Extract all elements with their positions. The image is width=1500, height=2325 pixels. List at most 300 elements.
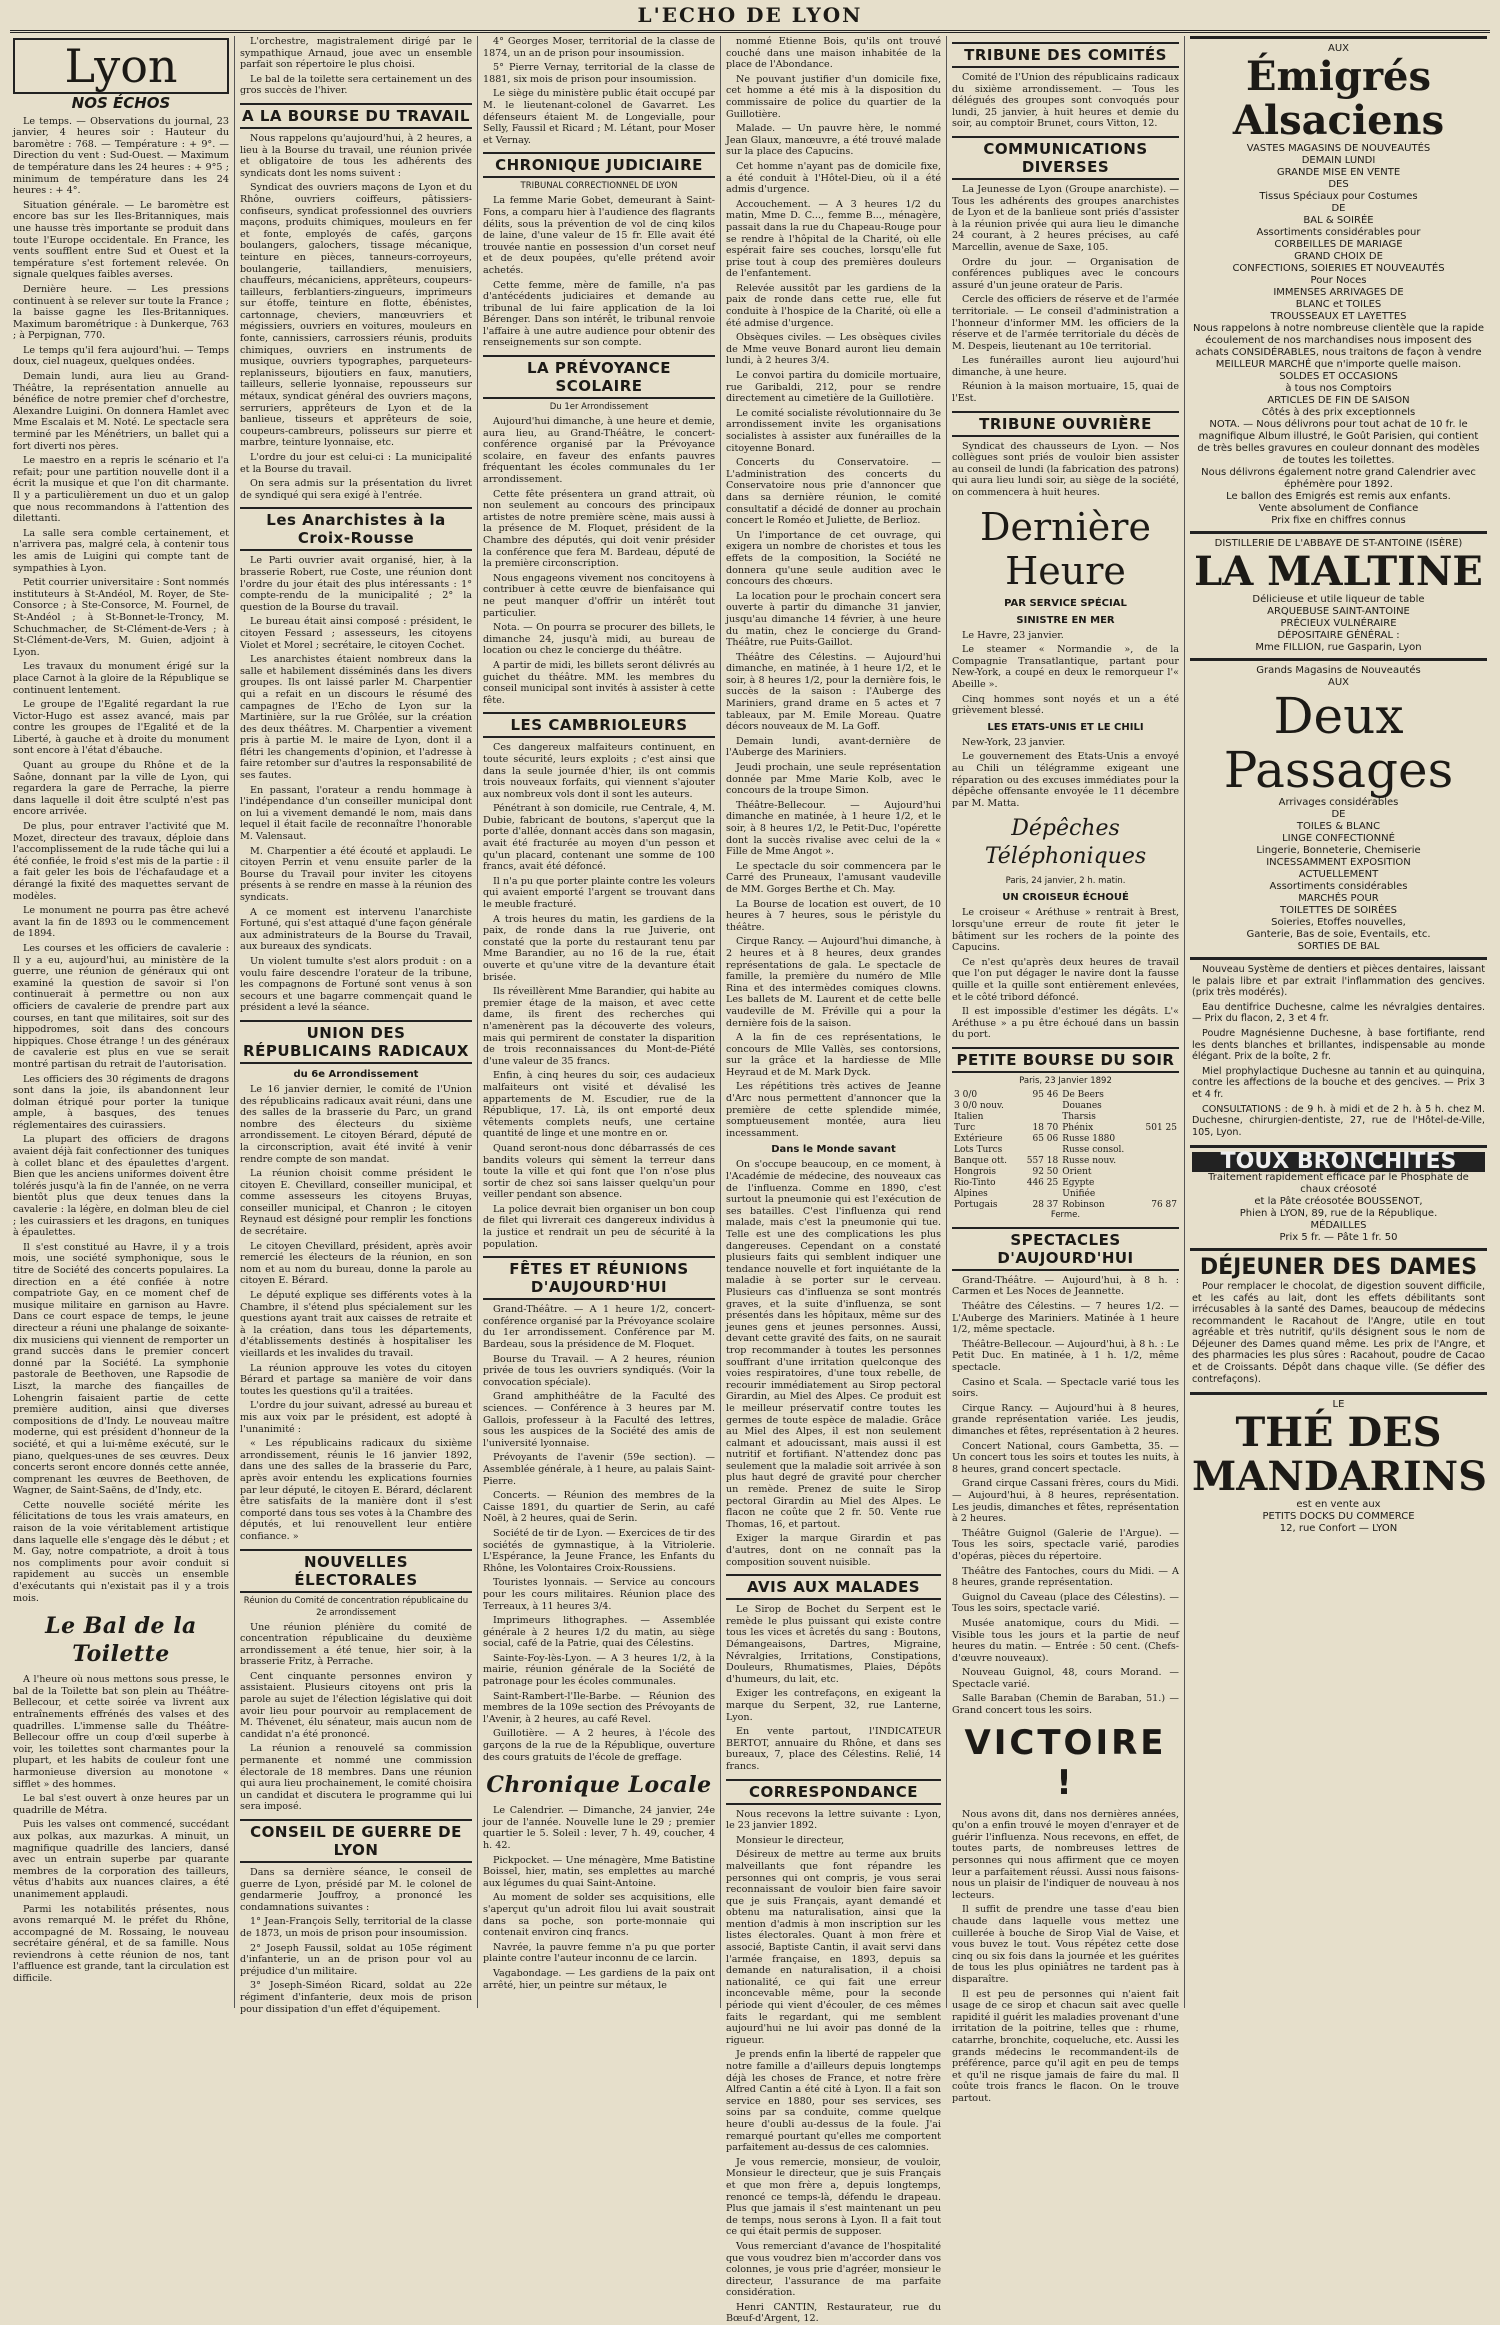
paragraph: Cette femme, mère de famille, n'a pas d'antécédents judiciaires et demande au tribunal de lui faire application de la loi Bérenger. Dans son intérêt, le tribunal renvoie l'affaire à une autre audience pour obtenir des renseignements sur son compte. (483, 279, 715, 349)
ad-line: BLANC et TOILES (1295, 299, 1382, 310)
ad-line: ARTICLES DE FIN DE SAISON (1267, 395, 1410, 406)
bourse-cell: Egypte (1062, 1177, 1095, 1188)
ad-line: à tous nos Comptoirs (1285, 383, 1392, 394)
article-body (240, 1622, 472, 1814)
paragraph: Au moment de solder ses acquisitions, elle s'aperçut qu'un adroit filou lui avait soustrait dans sa poche, son porte-monnaie qui contenait environ cinq francs. (483, 1892, 715, 1939)
paragraph: Nouveau Système de dentiers et pièces dentaires, laissant le palais libre et par extrait l'inflammation des gencives. (prix très modérés). (1192, 964, 1485, 999)
ad-lines (1192, 155, 1485, 527)
ad-top: DISTILLERIE DE L'ABBAYE DE ST-ANTOINE (ISÈRE) (1214, 538, 1463, 549)
paragraph: Théâtre des Célestins. — Aujourd'hui dimanche, en matinée, à 1 heure 1/2, et le soir, à 8 heures 1/2, pour la dernière fois, le succès de la saison : l'Auberge des Mariniers, grand drame en 5 actes et 7 tableaux, par M. Emile Moreau. Quatre décors nouveaux de M. La Goff. (726, 651, 941, 733)
paragraph: Cirque Rancy. — Aujourd'hui dimanche, à 2 heures et à 8 heures, deux grandes représentations de gala. Le spectacle de famille, la première du numéro de Mlle Rina et des intermèdes comiques clowns. Les ballets de M. Laurent et de cette belle vaudeville de M. Fréville qui a pour la dernière fois de la saison. (726, 936, 941, 1029)
column-1 (10, 36, 232, 2008)
paragraph: Casino et Scala. — Spectacle varié tous les soirs. (952, 1376, 1179, 1400)
ad-lines (1192, 797, 1485, 953)
paragraph: Salle Baraban (Chemin de Baraban, 51.) — Grand concert tous les soirs. (952, 1693, 1179, 1717)
article-title: FÊTES ET RÉUNIONS D'AUJOURD'HUI (483, 1256, 715, 1300)
bourse-cell: Tharsis (1062, 1111, 1096, 1122)
paragraph: Puis les valses ont commencé, succédant aux polkas, aux mazurkas. A minuit, un magnifique quadrille des lanciers, dansé avec un entrain superbe par quarante membres de la corporation des tailleurs, vêtus d'habits aux nuances claires, a été unanimement applaudi. (13, 1819, 229, 1900)
paragraph: Henri CANTIN, Restaurateur, rue du Bœuf-d'Argent, 12. (726, 2301, 941, 2325)
article-body (726, 36, 941, 1139)
paragraph: La réunion approuve les votes du citoyen Bérard et partage sa manière de voir dans toutes les questions qu'il a traitées. (240, 1362, 472, 1397)
paragraph: Il n'a pu que porter plainte contre les voleurs qui avaient emporté l'argent se trouvant dans le meuble fracturé. (483, 875, 715, 911)
bourse-cell: Banque ott. (954, 1155, 1008, 1166)
paragraph: Obsèques civiles. — Les obsèques civiles de Mme veuve Bonard auront lieu demain lundi, à 2 heures 3/4. (726, 332, 941, 367)
bourse-cell (1137, 1134, 1179, 1145)
article-title: A LA BOURSE DU TRAVAIL (240, 103, 472, 129)
paragraph: Concert National, cours Gambetta, 35. — Un concert tous les soirs et toutes les nuits, à 8 heures, grand concert spectacle. (952, 1440, 1179, 1475)
paragraph: La réunion a renouvelé sa commission permanente et nommé une commission électorale de 18 membres. Dans une réunion qui aura lieu prochainement, le comité choisira un candidat et discutera le programme qui lui sera imposé. (240, 1743, 472, 1813)
ad-line: IMMENSES ARRIVAGES DE (1273, 287, 1404, 298)
article-body (13, 1674, 229, 1984)
paragraph: Les officiers des 30 régiments de dragons sont dans la joie, ils abandonnent leur dolman étriqué pour porter la tunique ample, à basques, des tenues réglementaires des cuirassiers. (13, 1073, 229, 1131)
paragraph: Enfin, à cinq heures du soir, ces audacieux malfaiteurs ont visité et dévalisé les appartements de M. Escudier, rue de la République, 17. Là, ils ont emporté deux vêtements complets neufs, une certaine quantité de linge et une montre en or. (483, 1070, 715, 1140)
article-title: SPECTACLES D'AUJOURD'HUI (952, 1227, 1179, 1271)
article-title: Le Bal de la Toilette (45, 1613, 197, 1668)
ad-maltine (1190, 531, 1487, 658)
paragraph: On s'occupe beaucoup, en ce moment, à l'Académie de médecine, des nouveaux cas de l'influenza. Comme en 1890, c'est surtout la pneumonie qui est l'exécution de ses batailles. C'est l'influenza qui rend malade, mais c'est la pneumonie qui tue. Telle est une des complications les plus dangereuses. Cependant on a constaté plusieurs faits qui semblent indiquer une tendance nouvelle et fort inquiétante de la maladie à se porter sur le cerveau. Plusieurs cas d'influenza se sont montrés graves, et la suite d'influenza, se sont présentés dans les hôpitaux, même sur des jeunes gens et jeunes personnes. Aussi, devant cette gravité des faits, on ne saurait trop recommander à toutes les personnes souffrant d'une irritation quelconque des voies respiratoires, d'une toux rebelle, de recourir immédiatement au Sirop pectoral Girardin, au Miel des Alpes. Ce produit est le meilleur préservatif contre toutes les germes de toute espèce de maladie. Grâce au Miel des Alpes, il est non seulement calmant et adoucissant, mais aussi il est nutritif et fortifiant. N'attendez donc pas seulement que la maladie soit arrivée à son plus haut degré de gravité pour chercher un remède. Prenez de suite le Sirop pectoral Girardin au Miel des Alpes. Le flacon ne coûte que 2 fr. 50. Vente rue Thomas, 16, et partout. (726, 1159, 941, 1530)
paragraph: 5° Pierre Vernay, territorial de la classe de 1881, six mois de prison pour insoumission. (483, 62, 715, 85)
article-body (952, 441, 1179, 499)
bourse-cell: Robinson (1062, 1199, 1105, 1210)
derniere-heure-title: Dernière Heure (980, 504, 1151, 593)
paragraph: Vous remerciant d'avance de l'hospitalité que vous voudrez bien m'accorder dans vos colonnes, je vous prie d'agréer, monsieur le directeur, l'assurance de ma parfaite considération. (726, 2240, 941, 2299)
paragraph: Ces dangereux malfaiteurs continuent, en toute sécurité, leurs exploits ; c'est ainsi que dans la seule journée d'hier, ils ont commis trois nouveaux forfaits, qui viennent s'ajouter aux nombreux vols dont il sont les auteurs. (483, 742, 715, 800)
paragraph: L'orchestre, magistralement dirigé par le sympathique Arnaud, joue avec un ensemble parfait son répertoire le plus choisi. (240, 36, 472, 71)
article-body (952, 737, 1179, 810)
article-body (483, 742, 715, 1250)
paragraph: La Jeunesse de Lyon (Groupe anarchiste). — Tous les adhérents des groupes anarchistes de Lyon et de la banlieue sont priés d'assister à la réunion privée qui aura lieu le dimanche 24 courant, à 2 heures précises, au café Marcellin, avenue de Saxe, 105. (952, 183, 1179, 253)
dateline: Paris, 23 Janvier 1892 (1019, 1075, 1112, 1086)
article-subtitle: du 6e Arrondissement (293, 1068, 419, 1080)
paragraph: Concerts du Conservatoire. — L'administration des concerts du Conservatoire nous prie d'annoncer que dans sa dernière réunion, le comité consultatif a décidé de donner au prochain concert le Roméo et Juliette, de Berlioz. (726, 457, 941, 527)
paragraph: La location pour le prochain concert sera ouverte à partir du dimanche 31 janvier, jusqu'au dimanche 14 février, à une heure du matin, chez le concierge du Grand-Théâtre, rue Puits-Gaillot. (726, 590, 941, 649)
bourse-cell: 18 70 (1032, 1122, 1059, 1133)
ad-title: DÉJEUNER DES DAMES (1199, 1254, 1478, 1280)
bourse-cell: Portugais (954, 1199, 998, 1210)
paragraph: Exiger les contrefaçons, en exigeant la marque du Serpent, 32, rue Lanterne, Lyon. (726, 1688, 941, 1723)
paragraph: Le Calendrier. — Dimanche, 24 janvier, 24e jour de l'année. Nouvelle lune le 29 ; premier quartier le 5. Soleil : lever, 7 h. 49, coucher, 4 h. 42. (483, 1805, 715, 1851)
article-title: NOUVELLES ÉLECTORALES (240, 1549, 472, 1593)
bourse-cell (1137, 1145, 1179, 1156)
news-headline: LES ETATS-UNIS ET LE CHILI (987, 721, 1144, 733)
ad-line: Tissus Spéciaux pour Costumes (1259, 191, 1418, 202)
paragraph: Cercle des officiers de réserve et de l'armée territoriale. — Le conseil d'administration a l'honneur d'informer MM. les officiers de la réserve et de l'armée territoriale du décès de M. Despeis, lieutenant au 10e territorial. (952, 294, 1179, 352)
column-5 (949, 36, 1182, 2104)
paragraph: Grand cirque Cassani frères, cours du Midi. — Aujourd'hui, à 8 heures, représentation. Les jeudis, dimanches et fêtes, représentation à 2 heures. (952, 1478, 1179, 1525)
ad-line: 12, rue Confort — LYON (1279, 1523, 1398, 1535)
column-rule (1184, 36, 1185, 2008)
bourse-cell: Russe 1880 (1062, 1133, 1116, 1144)
article-body (952, 1275, 1179, 1717)
paragraph: Eau dentifrice Duchesne, calme les névralgies dentaires. — Prix du flacon, 2, 3 et 4 fr. (1192, 1001, 1485, 1025)
paragraph: Théâtre des Célestins. — 7 heures 1/2. — L'Auberge des Mariniers. Matinée à 1 heure 1/2, même spectacle. (952, 1301, 1179, 1336)
article-subtitle: PAR SERVICE SPÉCIAL (1004, 597, 1127, 609)
bourse-cell: Unifiée (1062, 1188, 1096, 1199)
ad-line: GRANDE MISE EN VENTE (1276, 167, 1401, 178)
paragraph: Aujourd'hui dimanche, à une heure et demie, aura lieu, au Grand-Théâtre, le concert-conférence organisé par la Prévoyance scolaire, en faveur des enfants pauvres fréquentant les écoles communales du 1er arrondissement. (483, 416, 715, 486)
bourse-row (952, 1156, 1179, 1167)
ad-line: DES (1328, 179, 1349, 190)
column-rule (720, 36, 721, 2008)
depeches-title: Dépêches Téléphoniques (984, 816, 1147, 870)
ad-line: LINGE CONFECTIONNÉ (1282, 833, 1395, 844)
column-6-ads (1187, 36, 1490, 2008)
paragraph: Grand amphithéâtre de la Faculté des sciences. — Conférence à 3 heures par M. Gallois, professeur à la Faculté des lettres, sous les auspices de la Société des amis de l'université lyonnaise. (483, 1391, 715, 1449)
ad-lines (1192, 1172, 1485, 1244)
bourse-cell (1137, 1156, 1179, 1167)
ad-line: BAL & SOIRÉE (1303, 215, 1374, 226)
paragraph: Demain lundi, aura lieu au Grand-Théâtre, la représentation annuelle au bénéfice de notre premier chef d'orchestre, Alexandre Luigini. On donnera Hamlet avec Mme Escalais et M. Noté. Le spectacle sera terminé par les Ménétriers, un ballet qui a fort diverti nos pères. (13, 371, 229, 452)
paragraph: Monsieur le directeur, (736, 1834, 845, 1846)
article-title: LES CAMBRIOLEURS (483, 712, 715, 738)
paragraph: Une réunion plénière du comité de concentration républicaine du deuxième arrondissement a été tenue, hier soir, à la brasserie Fritz, à Perrache. (240, 1621, 472, 1668)
article-subtitle: Du 1er Arrondissement (549, 402, 649, 413)
bourse-cell: Lots Turcs (954, 1144, 1003, 1155)
ad-line: Ganterie, Bas de soie, Eventails, etc. (1246, 929, 1431, 940)
paragraph: A partir de midi, les billets seront délivrés au guichet du théâtre. MM. les membres du conseil municipal sont invités à assister à cette fête. (483, 659, 715, 706)
bourse-cell: 92 50 (1032, 1166, 1059, 1177)
paragraph: Le croiseur « Aréthuse » rentrait à Brest, lorsqu'une erreur de route fit jeter le bâtiment sur les rochers de la pointe des Capucins. (952, 907, 1179, 954)
ad-title: THÉ DES MANDARINS (1192, 1409, 1487, 1501)
paragraph: Saint-Rambert-l'Ile-Barbe. — Réunion des membres de la 109e section des Prévoyants de l'Avenir, à 2 heures, au café Revel. (483, 1690, 715, 1725)
ad-line: INCESSAMMENT EXPOSITION (1266, 857, 1411, 868)
ad-line: Nous rappelons à notre nombreuse clientèle que la rapide écoulement de nos marchandises nous imposent des achats CONSIDÉRABLES, nous traitons de façon à vendre MEILLEUR MARCHÉ que n'importe quelle maison. (1192, 323, 1485, 370)
ad-title: LA MALTINE (1194, 548, 1483, 595)
ad-line: MÉDAILLES (1310, 1219, 1367, 1231)
ad-line: ACTUELLEMENT (1298, 869, 1379, 880)
paragraph: Nous recevons la lettre suivante : Lyon, le 23 janvier 1892. (726, 1808, 941, 1832)
ad-line: DÉPOSITAIRE GÉNÉRAL : (1277, 630, 1400, 641)
paragraph: Théâtre des Fantoches, cours du Midi. — A 8 heures, grande représentation. (952, 1565, 1179, 1589)
paragraph: Exiger la marque Girardin et pas d'autres, dont on ne connaît pas la composition souvent nuisible. (726, 1533, 941, 1568)
paragraph: Le comité socialiste révolutionnaire du 3e arrondissement invite les organisations socialistes à assister aux funérailles de la citoyenne Bonard. (726, 407, 941, 454)
paragraph: En vente partout, l'INDICATEUR BERTOT, annuaire du Rhône, et dans ses bureaux, 7, place des Célestins. Relié, 14 francs. (726, 1726, 941, 1772)
paragraph: Dernière heure. — Les pressions continuent à se relever sur toute la France ; la baisse gagne les Iles-Britanniques. Maximum barométrique : à Dunkerque, 763 ; à Perpignan, 770. (13, 283, 229, 342)
paragraph: Syndicat des ouvriers maçons de Lyon et du Rhône, ouvriers coiffeurs, pâtissiers-confiseurs, syndicat professionnel des ouvriers maçons, produits chimiques, mouleurs en fer et fonte, employés de cafés, garçons boulangers, galochers, tissage mécanique, teinture en pièces, tanneurs-corroyeurs, boulangerie, taillandiers, menuisiers, chauffeurs, mécaniciens, apprêteurs, coupeurs-tailleurs, ferblantiers-zingueurs, imprimeurs sur étoffe, teinture en flotte, ébénistes, cartonnage, cheviers, manœuvriers et mégissiers, ouvriers en voitures, mouleurs en fonte, cannissiers, carrossiers réunis, produits chimiques, ouvriers en instruments de musique, ouvriers typographes, parqueteurs-replanisseurs, bijoutiers en faux, manutiers, tailleurs, sellerie lyonnaise, repousseurs sur métaux, syndicat général des ouvriers maçons, serruriers, apprêteurs de Lyon et de la banlieue, tisseurs et apprêteurs de soie, coupeurs-cambreurs, polisseurs sur pierre et marbre, teinture lyonnaise, etc. (240, 182, 472, 449)
bourse-cell: Italien (954, 1111, 984, 1122)
bourse-cell (1019, 1189, 1061, 1200)
ad-line: SORTIES DE BAL (1297, 941, 1380, 952)
paragraph: Le monument ne pourra pas être achevé avant la fin de 1893 ou le commencement de 1894. (13, 905, 229, 940)
bourse-row (952, 1090, 1179, 1101)
paragraph: Nouveau Guignol, 48, cours Morand. — Spectacle varié. (952, 1667, 1179, 1690)
paragraph: Le maestro en a repris le scénario et l'a refait; pour une partition nouvelle dont il a écrit la musique et que l'on dit charmante. Il y a particulièrement un duo et un galop que nous recommandons à l'attention des dilettanti. (13, 455, 229, 525)
bourse-cell: 65 06 (1032, 1133, 1059, 1144)
ad-line: Traitement rapidement efficace par le Phosphate de chaux créosoté (1208, 1171, 1469, 1195)
paragraph: Quant au groupe du Rhône et de la Saône, donnant par la ville de Lyon, qui regardera la gare de Perrache, la pierre dans laquelle il doit être sculpté n'est pas encore arrivée. (13, 760, 229, 818)
ad-line: MARCHÉS POUR (1298, 893, 1379, 904)
paragraph: A la fin de ces représentations, le concours de Mlle Vallès, ses contorsions, sur la grâce et la hardiesse de Mlle Heyraud et de M. Mark Dyck. (726, 1032, 941, 1078)
ad-line: TROUSSEAUX ET LAYETTES (1270, 311, 1407, 322)
article-body (240, 555, 472, 1014)
article-subtitle: Réunion du Comité de concentration républicaine du 2e arrondissement (243, 1595, 469, 1618)
ad-line: Prix fixe en chiffres connus (1271, 515, 1406, 526)
paragraph: Jeudi prochain, une seule représentation donnée par Mme Marie Kolb, avec le concours de la troupe Simon. (726, 762, 941, 797)
paragraph: Nous rappelons qu'aujourd'hui, à 2 heures, a lieu à la Bourse du travail, une réunion privée et obligatoire de tous les adhérents des syndicats dont les noms suivent : (240, 132, 472, 179)
article-title: COMMUNICATIONS DIVERSES (952, 136, 1179, 180)
paragraph: La salle sera comble certainement, et n'arrivera pas, malgré cela, à contenir tous les amis de Luigini qui compte tant de sympathies à Lyon. (13, 527, 229, 574)
ad-line: Assortiments considérables (1269, 881, 1408, 892)
paragraph: Navrée, la pauvre femme n'a pu que porter plainte contre l'auteur inconnu de ce larcin. (483, 1941, 715, 1965)
article-subtitle: TRIBUNAL CORRECTIONNEL DE LYON (520, 181, 678, 192)
ad-line: Phien à LYON, 89, rue de la République. (1239, 1207, 1438, 1219)
paragraph: 1° Jean-François Selly, territorial de la classe de 1873, un mois de prison pour insoumission. (240, 1916, 472, 1939)
paragraph: La femme Marie Gobet, demeurant à Saint-Fons, a comparu hier à l'audience des flagrants délits, sous la prévention de vol de cinq kilos de laine, d'une valeur de 15 fr. Elle avait été trouvée nantie en possession d'un corset neuf et de deux poupées, qu'elle prétend avoir achetés. (483, 195, 715, 276)
bourse-footer: Ferme. (1050, 1209, 1081, 1220)
article-body (13, 116, 229, 1605)
paragraph: CONSULTATIONS : de 9 h. à midi et de 2 h. à 5 h. chez M. Duchesne, chirurgien-dentiste, 27, rue de l'Hôtel-de-Ville, 105, Lyon. (1192, 1103, 1485, 1138)
paragraph: Ils réveillèrent Mme Barandier, qui habite au premier étage de la maison, et avec cette dame, ils firent des recherches qui n'amenèrent pas la découverte des voleurs, mais qui permirent de constater la disparition de trois reconnaissances du Mont-de-Piété d'une valeur de 35 francs. (483, 986, 715, 1067)
bourse-cell: 3 0/0 (954, 1089, 978, 1100)
article-title: TRIBUNE DES COMITÉS (952, 42, 1179, 68)
column-rule (477, 36, 478, 2008)
paragraph: Sainte-Foy-lès-Lyon. — A 3 heures 1/2, à la mairie, réunion générale de la Société de patronage pour les écoles communales. (483, 1652, 715, 1688)
paragraph: Ordre du jour. — Organisation de conférences publiques avec le concours assuré d'un jeune orateur de Paris. (952, 256, 1179, 291)
paragraph: Petit courrier universitaire : Sont nommés instituteurs à St-Andéol, M. Royer, de Ste-Consorce ; à Ste-Consorce, M. Fournel, de St-Andéol ; à St-Bonnet-le-Troncy, M. Schuchmacher, de St-Clément-de-Vers ; à St-Clément-de-Vers, M. Guien, adjoint à Lyon. (13, 577, 229, 658)
column-4 (723, 36, 944, 2325)
article-body (726, 1809, 941, 2325)
bourse-cell: 95 46 (1032, 1089, 1059, 1100)
paragraph: Les anarchistes étaient nombreux dans la salle et habilement disséminés dans les divers groupes. Ils ont laissé parler M. Charpentier qui a refait en un discours le résumé des campagnes de l'Echo de Lyon sur la Martinière, sur la rue Grôlée, sur la création des deux théâtres. M. Charpentier a vivement pris à partie M. le maire de Lyon, dont il a flétri les changements d'opinion, et l'adresse à faire retomber sur d'autres la responsabilité de ses fautes. (240, 654, 472, 782)
paragraph: 4° Georges Moser, territorial de la classe de 1874, un an de prison pour insoumission. (483, 36, 715, 59)
paragraph: Pickpocket. — Une ménagère, Mme Batistine Boissel, hier, matin, ses emplettes au marché aux légumes du quai Saint-Antoine. (483, 1854, 715, 1889)
bourse-cell (1137, 1167, 1179, 1178)
paragraph: Je prends enfin la liberté de rappeler que notre famille a d'ailleurs depuis longtemps déjà les choses de France, et notre frère Alfred Cantin a été cité à Lyon. Il a fait son service en 1880, pour ses services, ses soins par sa conduite, comme quelque heure d'oubli au-dessus de la foule. J'ai remarqué pourtant qu'elles me comportent parfaitement au-dessus de ces calomnies. (726, 2049, 941, 2154)
ad-line: est en vente aux (1296, 1499, 1381, 1511)
paragraph: Cette fête présentera un grand attrait, où non seulement au concours des principaux artistes de notre première scène, mais aussi à la présence de M. Floquet, président de la Chambre des députés, qui doit venir présider la conférence que fera M. Bardeau, député de la première circonscription. (483, 488, 715, 570)
paragraph: nommé Etienne Bois, qu'ils ont trouvé couché dans une maison inhabitée de la place de l'Abondance. (726, 36, 941, 71)
article-body (726, 1159, 941, 1568)
paragraph: Le temps qu'il fera aujourd'hui. — Temps doux, ciel nuageux, quelques ondées. (13, 344, 229, 368)
article-title: LA PRÉVOYANCE SCOLAIRE (483, 355, 715, 399)
article-body (240, 1084, 472, 1543)
paragraph: Parmi les notabilités présentes, nous avons remarqué M. le préfet du Rhône, accompagné de M. Rossaing, le nouveau secrétaire général, et de sa famille. Nous reviendrons à cette réunion de nos, tant l'affluence est grande, tant la circulation est difficile. (13, 1903, 229, 1985)
bourse-cell: Rio-Tinto (954, 1177, 996, 1188)
bourse-cell (1019, 1101, 1061, 1112)
article-body (483, 36, 715, 146)
ad-lines (1192, 1499, 1485, 1535)
paragraph: Bourse du Travail. — A 2 heures, réunion privée de tous les ouvriers syndiqués. (Voir la convocation spéciale). (483, 1353, 715, 1388)
ad-subtitle: VASTES MAGASINS DE NOUVEAUTÉS (1246, 143, 1431, 154)
paragraph: Cirque Rancy. — Aujourd'hui à 8 heures, grande représentation variée. Les jeudis, dimanches et fêtes, représentation à 2 heures. (952, 1402, 1179, 1437)
article-title: Les Anarchistes à la Croix-Rousse (240, 507, 472, 551)
section-subtitle: NOS ÉCHOS (71, 94, 171, 112)
paragraph: Le 16 janvier dernier, le comité de l'Union des républicains radicaux avait réuni, dans une des salles de la brasserie du Parc, un grand nombre des électeurs du sixième arrondissement. Le citoyen Bérard, député de la circonscription, avait été invité à venir rendre compte de son mandat. (240, 1083, 472, 1165)
paragraph: Dans sa dernière séance, le conseil de guerre de Lyon, présidé par M. le colonel de gendarmerie Jouffroy, a prononcé les condamnations suivantes : (240, 1867, 472, 1913)
paragraph: 3° Joseph-Siméon Ricard, soldat au 22e régiment d'infanterie, deux mois de prison pour dissipation d'un effet d'équipement. (240, 1980, 472, 2015)
ad-line: SOLDES ET OCCASIONS (1279, 371, 1398, 382)
paragraph: Le député explique ses différents votes à la Chambre, il s'étend plus spécialement sur les questions ayant trait aux caisses de retraite et à la création, dans tous les départements, d'établissements destinés à hospitaliser les vieillards et les invalides du travail. (240, 1290, 472, 1359)
paragraph: Comité de l'Union des républicains radicaux du sixième arrondissement. — Tous les délégués des groupes sont convoqués pour lundi, 25 janvier, à huit heures et demie du soir, au comptoir Brunet, cours Vitton, 12. (952, 72, 1179, 130)
ad-dejeuner-des-dames (1190, 1248, 1487, 1392)
bourse-cell: De Beers (1062, 1089, 1104, 1100)
paragraph: Le bal s'est ouvert à onze heures par un quadrille de Métra. (13, 1793, 229, 1816)
paragraph: Cet homme n'ayant pas de domicile fixe, a été conduit à l'Hôtel-Dieu, où il a été admis d'urgence. (726, 160, 941, 196)
paragraph: Miel prophylactique Duchesne au tannin et au quinquina, contre les affections de la bouche et des gencives. — Prix 3 et 4 fr. (1192, 1065, 1485, 1100)
paragraph: L'ordre du jour suivant, adressé au bureau et mis aux voix par le président, est adopté à l'unanimité : (240, 1400, 472, 1435)
bourse-cell: Russe nouv. (1062, 1155, 1117, 1166)
paragraph: Cent cinquante personnes environ y assistaient. Plusieurs citoyens ont pris la parole au sujet de l'élection législative qui doit avoir lieu pour pourvoir au remplacement de M. Thévenet, élu sénateur, mais aucun nom de candidat n'a été prononcé. (240, 1670, 472, 1740)
paragraph: En passant, l'orateur a rendu hommage à l'indépendance d'un conseiller municipal dont on lui a vivement demandé le nom, mais dans lequel il était facile de reconnaître l'honorable M. Valensaut. (240, 784, 472, 843)
paragraph: Concerts. — Réunion des membres de la Caisse 1891, du quartier de Serin, au café Noël, à 2 heures, quai de Serin. (483, 1490, 715, 1525)
ad-lines (1192, 964, 1485, 1138)
paragraph: Prévoyants de l'avenir (59e section). — Assemblée générale, à 1 heure, au palais Saint-Pierre. (483, 1452, 715, 1487)
bourse-cell (1137, 1090, 1179, 1101)
bourse-row (952, 1145, 1179, 1156)
paragraph: Grand-Théâtre. — A 1 heure 1/2, concert-conférence organisé par la Prévoyance scolaire du 1er arrondissement. Conférence par M. Bardeau, sous la présidence de M. Floquet. (483, 1304, 715, 1351)
paragraph: A ce moment est intervenu l'anarchiste Fortuné, qui s'est attaqué d'une façon générale aux administrateurs de la Bourse du Travail, aux bureaux des syndicats. (240, 906, 472, 953)
ad-line: PRÉCIEUX VULNÉRAIRE (1280, 618, 1397, 629)
paragraph: Quand seront-nous donc débarrassés de ces bandits voleurs qui sèment la terreur dans toute la ville et qui font que l'on n'ose plus sortir de chez soi sans laisser quelqu'un pour veiller pendant son absence. (483, 1142, 715, 1201)
paragraph: Le Havre, 23 janvier. (962, 629, 1064, 641)
ad-line: Arrivages considérables (1278, 797, 1399, 808)
paragraph: Les funérailles auront lieu aujourd'hui dimanche, à une heure. (952, 355, 1179, 378)
ad-title: Émigrés Alsaciens (1232, 53, 1445, 144)
ad-line: et la Pâte créosotée BOUSSENOT, (1254, 1195, 1423, 1207)
paragraph: Guillotière. — A 2 heures, à l'école des garçons de la rue de la République, ouverture des cours gratuits de l'école de greffage. (483, 1728, 715, 1763)
article-body (726, 1604, 941, 1772)
paragraph: Accouchement. — A 3 heures 1/2 du matin, Mme D. C..., femme B..., ménagère, passait dans la rue du Chapeau-Rouge pour se rendre à l'hôpital de la Charité, où elle espérait faire ses couches, lorsqu'elle fut prise tout à coup des premières douleurs de l'enfantement. (726, 198, 941, 280)
bourse-cell: 557 18 (1026, 1155, 1059, 1166)
bourse-cell: 446 25 (1026, 1177, 1059, 1188)
article-body (952, 1809, 1179, 2105)
paragraph: Vagabondage. — Les gardiens de la paix ont arrêté, hier, un peintre sur métaux, le (483, 1967, 715, 1991)
paragraph: Le spectacle du soir commencera par le Carré des Pruneaux, l'amusant vaudeville de MM. Gorges Berthe et Ch. May. (726, 860, 941, 895)
paragraph: Imprimeurs lithographes. — Assemblée générale à 2 heures 1/2 du matin, au siège social, café de la Patrie, quai des Célestins. (483, 1615, 715, 1650)
paragraph: Syndicat des chausseurs de Lyon. — Nos collègues sont priés de vouloir bien assister au conseil de lundi (la fabrication des patrons) qui aura lieu lundi soir, au siège de la société, on commencera à huit heures. (952, 440, 1179, 499)
ad-line: Assortiments considérables pour (1256, 227, 1421, 238)
paragraph: De plus, pour entraver l'activité que M. Mozet, directeur des travaux, déploie dans l'accomplissement de la rude tâche qui lui a été confiée, le froid s'est mis de la partie : il a fait geler les bois de l'échafaudage et a dérangé la fixité des maquettes servant de modèles. (13, 821, 229, 902)
ad-line: Soieries, Etoffes nouvelles, (1271, 917, 1406, 928)
bourse-cell: 76 87 (1151, 1199, 1177, 1210)
ad-line: Mme FILLION, rue Gasparin, Lyon (1255, 642, 1422, 653)
bourse-row (952, 1178, 1179, 1189)
ad-line: TOILETTES DE SOIRÉES (1279, 905, 1397, 916)
ad-line: Le ballon des Emigrés est remis aux enfants. (1226, 491, 1451, 502)
column-rule (234, 36, 235, 2008)
paragraph: Poudre Magnésienne Duchesne, à base fortifiante, rend les dents blanches et brillantes, indispensable au monde élégant. Prix de la boîte, 2 fr. (1192, 1027, 1485, 1063)
paragraph: Il est impossible d'estimer les dégâts. L'« Aréthuse » a pu être échoué dans un bassin du port. (952, 1006, 1179, 1041)
paragraph: Un violent tumulte s'est alors produit : on a voulu faire descendre l'orateur de la tribune, les compagnons de Fortuné sont venus à son secours et une bagarre commençait quand le président a levé la séance. (240, 955, 472, 1014)
paragraph: La police devrait bien organiser un bon coup de filet qui livrerait ces dangereux individus à la justice et rendrait un peu de sécurité à la population. (483, 1203, 715, 1250)
paragraph: Le Parti ouvrier avait organisé, hier, à la brasserie Robert, rue Coste, une réunion dont l'ordre du jour était des plus intéressants : 1° compte-rendu de la municipalité ; 2° la question de la Bourse du travail. (240, 555, 472, 613)
paragraph: Les courses et les officiers de cavalerie : Il y a eu, aujourd'hui, au ministère de la guerre, une réunion de généraux qui ont examiné la question de savoir si l'on continuerait à permettre ou non aux officiers de cavalerie de prendre part aux courses, en tant que militaires, soit sur des hippodromes, soit dans des concours hippiques. Chose étrange ! un des généraux de cavalerie est plus en vue se serait montré partisan du retrait de l'autorisation. (13, 942, 229, 1070)
paragraph: Le siège du ministère public était occupé par M. le lieutenant-colonel de Gavarret. Les défenseurs étaient M. de Longevialle, pour Selly, Faussil et Ricard ; M. Létant, pour Moser et Vernay. (483, 88, 715, 146)
news-headline: SINISTRE EN MER (1016, 614, 1115, 626)
paragraph: A trois heures du matin, les gardiens de la paix, de ronde dans la rue Juiverie, ont constaté que la porte du restaurant tenu par Mme Barandier, au no 16 de la rue, était ouverte et qu'une vitre de la devanture était brisée. (483, 913, 715, 983)
ad-line: DEMAIN LUNDI (1301, 155, 1376, 166)
paragraph: Nous avons dit, dans nos dernières années, qu'on a enfin trouvé le moyen d'enrayer et de guérir l'influenza. Nous recevons, en effet, de toutes parts, de nombreuses lettres de personnes qui nous affirment que ce moyen leur a parfaitement réussi. Aussi nous faisons-nous un plaisir de l'indiquer de nouveau à nos lecteurs. (952, 1808, 1179, 1901)
ad-dentiste (1190, 957, 1487, 1145)
ad-aux: AUX (1327, 677, 1349, 688)
bourse-cell: Extérieure (954, 1133, 1003, 1144)
newspaper-title: L'ECHO DE LYON (637, 3, 863, 27)
article-body (952, 907, 1179, 1041)
ad-line: PETITS DOCKS DU COMMERCE (1262, 1511, 1415, 1523)
bourse-cell (1137, 1112, 1179, 1123)
paragraph: Théâtre Guignol (Galerie de l'Argue). — Tous les soirs, spectacle varié, parodies d'opéras, pièces du répertoire. (952, 1527, 1179, 1562)
ad-line: CONFECTIONS, SOIERIES ET NOUVEAUTÉS (1232, 263, 1445, 274)
article-title: Dans le Monde savant (771, 1144, 896, 1156)
paragraph: Demain lundi, avant-dernière de l'Auberge des Mariniers. (726, 735, 941, 759)
paragraph: Situation générale. — Le baromètre est encore bas sur les Iles-Britanniques, mais une hausse très importante se produit dans toute l'Europe occidentale. En France, les vents soufflent entre Sud et Ouest et la température s'est fortement relevée. On signale quelques faibles averses. (13, 199, 229, 281)
paragraph: Le bureau était ainsi composé : président, le citoyen Fessard ; assesseurs, les citoyens Violet et Morel ; secrétaire, le citoyen Cochet. (240, 616, 472, 651)
bourse-row (952, 1101, 1179, 1112)
ad-line: Nous délivrons également notre grand Calendrier avec éphémère pour 1892. (1201, 467, 1476, 490)
paragraph: Le citoyen Chevillard, président, après avoir remercié les électeurs de la réunion, en son nom et au nom du bureau, donne la parole au citoyen E. Bérard. (240, 1240, 472, 1287)
paragraph: La plupart des officiers de dragons avaient déjà fait confectionner des tuniques à collet blanc et des épaulettes d'argent. Bien que les anciens uniformes doivent être tolérés jusqu'à la fin de l'année, on ne verra bientôt plus que deux tenues dans la cavalerie : la légère, en dolman bleu de ciel ; les cuirassiers et les dragons, en tuniques à épaulettes. (13, 1134, 229, 1239)
paragraph: Pour remplacer le chocolat, de digestion souvent difficile, et les cafés au lait, dont les effets débilitants sont irrécusables à la santé des Dames, beaucoup de médecins recommandent le Racahout de l'Angre, utile en tout agréable et très nutritif, qu'ils désignent sous le nom de Déjeuner des Dames quand même. Les prix de l'Angre, et des pharmacies les plus sûres : Racahout, poudre de Cacao et de Croissants. Dépôt dans chaque ville. (Se défier des contrefaçons). (1192, 1280, 1485, 1385)
article-title: UNION DES RÉPUBLICAINS RADICAUX (240, 1020, 472, 1064)
article-body (952, 630, 1179, 717)
ad-title: Deux Passages (1223, 687, 1454, 799)
article-title: PETITE BOURSE DU SOIR (952, 1047, 1179, 1073)
paragraph: Le steamer « Normandie », de la Compagnie Transatlantique, partant pour New-York, a coupé en deux le remorqueur l'« Abeille ». (952, 644, 1179, 690)
paragraph: Réunion à la maison mortuaire, 15, quai de l'Est. (952, 381, 1179, 405)
ad-line: DE (1331, 809, 1346, 820)
ad-toux-bronchites (1190, 1145, 1487, 1248)
paragraph: Cette nouvelle société mérite les félicitations de tous les vrais amateurs, en raison de la voie véritablement artistique dans laquelle elle s'engage dès le début ; et M. Gay, notre compatriote, a droit à tous nos compliments pour avoir conduit si rapidement au succès un ensemble d'exécutants qui n'existait pas il y a trois mois. (13, 1499, 229, 1604)
paragraph: Nous engageons vivement nos concitoyens à contribuer à cette œuvre de bienfaisance qui ne peut manquer d'offrir un intérêt tout particulier. (483, 572, 715, 619)
column-3 (480, 36, 718, 2008)
article-body (952, 184, 1179, 405)
paragraph: Le temps. — Observations du journal, 23 janvier, 4 heures soir : Hauteur du baromètre : 768. — Température : + 9°. — Direction du vent : Sud-Ouest. — Maximum de température dans les 24 heures : + 9°5 ; minimum de température dans les 24 heures : + 4°. (13, 115, 229, 197)
article-title: AVIS AUX MALADES (726, 1574, 941, 1600)
section-title-lyon: Lyon (13, 38, 229, 94)
paragraph: Les travaux du monument érigé sur la place Carnot à la gloire de la République se continuent lentement. (13, 661, 229, 696)
bourse-cell: Russe consol. (1062, 1144, 1125, 1155)
paragraph: Guignol du Caveau (place des Célestins). — Tous les soirs, spectacle varié. (952, 1591, 1179, 1615)
paragraph: La réunion choisit comme président le citoyen E. Chevillard, conseiller municipal, et comme assesseurs les citoyens Bruyas, conseiller municipal, et Chanron ; le citoyen Reynaud est désigné pour remplir les fonctions de secrétaire. (240, 1168, 472, 1238)
bourse-cell (1019, 1112, 1061, 1123)
ad-top: LE (1332, 1399, 1345, 1411)
news-headline: UN CROISEUR ÉCHOUÉ (1002, 892, 1129, 904)
article-title: CHRONIQUE JUDICIAIRE (483, 152, 715, 178)
paragraph: Ce n'est qu'après deux heures de travail que l'on put dégager le navire dont la fausse quille et la quille sont entièrement enlevées, et le côté tribord défoncé. (952, 956, 1179, 1003)
article-body (240, 36, 472, 97)
paragraph: Les répétitions très actives de Jeanne d'Arc nous permettent d'annoncer que la première de cette splendide mimée, somptueusement montée, aura lieu incessamment. (726, 1081, 941, 1139)
article-body (483, 195, 715, 349)
ad-line: Vente absolument de Confiance (1258, 503, 1419, 514)
paragraph: Société de tir de Lyon. — Exercices de tir des sociétés de gymnastique, à la Vitriolerie. L'Espérance, la Jeune France, les Enfants du Rhône, les Volontaires Croix-Roussiens. (483, 1527, 715, 1574)
bourse-row (952, 1189, 1179, 1200)
article-body (483, 416, 715, 706)
bourse-cell: 28 37 (1032, 1199, 1059, 1210)
bourse-cell: 3 0/0 nouv. (954, 1100, 1004, 1111)
ad-line: DE (1331, 203, 1346, 214)
ad-deux-passages (1190, 658, 1487, 957)
article-title: CORRESPONDANCE (726, 1779, 941, 1805)
victoire-title: VICTOIRE ! (964, 1722, 1167, 1803)
paragraph: Touristes lyonnais. — Service au concours pour les cours militaires. Réunion place des Terreaux, à 11 heures 3/4. (483, 1577, 715, 1612)
paragraph: Le Sirop de Bochet du Serpent est le remède le plus puissant qui existe contre tous les vices et âcretés du sang : Boutons, Démangeaisons, Dartres, Migraine, Névralgies, Irritations, Constipations, Douleurs, Rhumatismes, Plaies, Dépôts d'humeurs, du lait, etc. (726, 1604, 941, 1685)
article-title: CONSEIL DE GUERRE DE LYON (240, 1819, 472, 1863)
paragraph: L'ordre du jour est celui-ci : La municipalité et la Bourse du travail. (240, 452, 472, 475)
paragraph: 2° Joseph Faussil, soldat au 105e régiment d'infanterie, un an de prison pour vol au préjudice d'un militaire. (240, 1942, 472, 1977)
paragraph: Le gouvernement des Etats-Unis a envoyé au Chili un télégramme exigeant une réparation ou des excuses immédiates pour la dépêche offensante envoyée le 11 décembre par M. Matta. (952, 751, 1179, 809)
ad-line: Délicieuse et utile liqueur de table (1252, 594, 1425, 605)
bourse-cell: Turc (954, 1122, 976, 1133)
paragraph: Théâtre-Bellecour. — Aujourd'hui dimanche en matinée, à 1 heure 1/2, et le soir, à 8 heures 1/2, le Petit-Duc, l'opérette dont la succès rivalise avec celui de la « Fille de Mme Angot ». (726, 799, 941, 858)
paragraph: Pénétrant à son domicile, rue Centrale, 4, M. Dubie, fabricant de boutons, s'aperçut que la porte d'allée, donnant accès dans son magasin, avait été fracturée au moyen d'un pesson et qu'un placard, contenant une somme de 100 francs, avait été défoncé. (483, 803, 715, 873)
bourse-cell (1137, 1178, 1179, 1189)
ad-line: Côtés à des prix exceptionnels (1261, 407, 1416, 418)
article-body (240, 133, 472, 501)
paragraph: Malade. — Un pauvre hère, le nommé Jean Glaux, manœuvre, a été trouvé malade sur la place des Capucins. (726, 123, 941, 158)
ad-line: ARQUEBUSE SAINT-ANTOINE (1267, 606, 1410, 617)
paragraph: Musée anatomique, cours du Midi. — Visible tous les jours et la partie de neuf heures du matin. — Entrée : 50 cent. (Chefs-d'œuvre nouveaux). (952, 1617, 1179, 1664)
paragraph: Il est peu de personnes qui n'aient fait usage de ce sirop et chacun sait avec quelle rapidité il guérit les maladies provenant d'une irritation de la poitrine, telles que : rhume, catarrhe, bronchite, coqueluche, etc. Aussi les grands médecins le recommandent-ils de préférence, parce qu'il agit en peu de temps et qu'il ne risque jamais de faire du mal. Il coûte trois francs le flacon. On le trouve partout. (952, 1988, 1179, 2104)
